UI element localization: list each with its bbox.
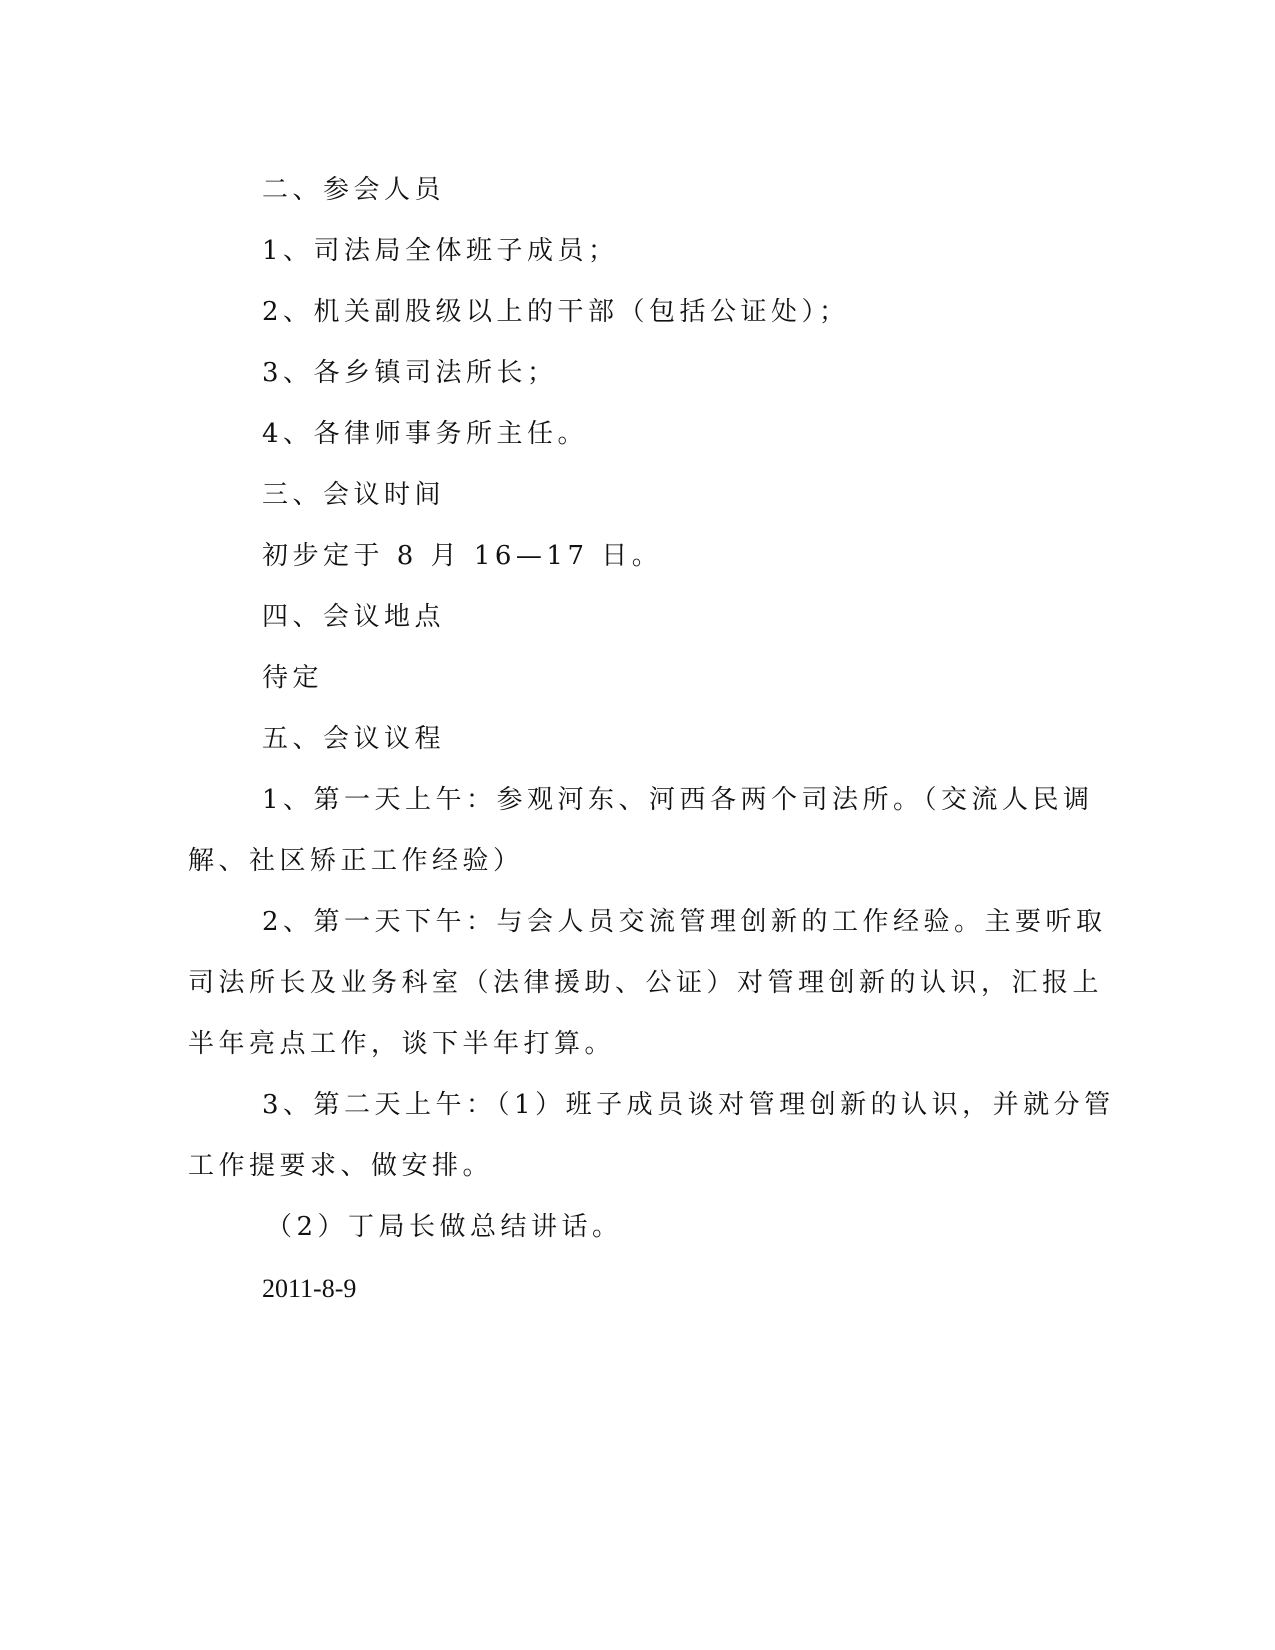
participant-item: 1、司法局全体班子成员； (262, 236, 619, 266)
location-text: 待定 (262, 663, 324, 693)
participant-item: 4、各律师事务所主任。 (262, 419, 589, 449)
agenda-item-1-line2: 解、社区矫正工作经验） (188, 846, 524, 876)
document-date: 2011-8-9 (262, 1274, 357, 1303)
agenda-item-3-line1: 3、第二天上午：（1）班子成员谈对管理创新的认识，并就分管 (262, 1090, 1115, 1120)
agenda-item-3-line2: 工作提要求、做安排。 (188, 1151, 494, 1181)
agenda-heading: 五、会议议程 (262, 724, 446, 754)
agenda-item-3-sub: （2）丁局长做总结讲话。 (266, 1212, 623, 1242)
document-body (188, 160, 1115, 1319)
time-heading: 三、会议时间 (262, 480, 446, 510)
participant-item: 2、机关副股级以上的干部（包括公证处）； (262, 297, 850, 327)
participants-heading: 二、参会人员 (262, 175, 446, 205)
agenda-item-2-line3: 半年亮点工作，谈下半年打算。 (188, 1029, 616, 1059)
agenda-item-1-line1: 1、第一天上午：参观河东、河西各两个司法所。（交流人民调 (262, 785, 1094, 815)
time-text: 初步定于 8 月 16—17 日。 (262, 541, 663, 571)
location-heading: 四、会议地点 (262, 602, 446, 632)
agenda-item-2-line1: 2、第一天下午：与会人员交流管理创新的工作经验。主要听取 (262, 907, 1107, 937)
participant-item: 3、各乡镇司法所长； (262, 358, 558, 388)
agenda-item-2-line2: 司法所长及业务科室（法律援助、公证）对管理创新的认识，汇报上 (188, 968, 1104, 998)
